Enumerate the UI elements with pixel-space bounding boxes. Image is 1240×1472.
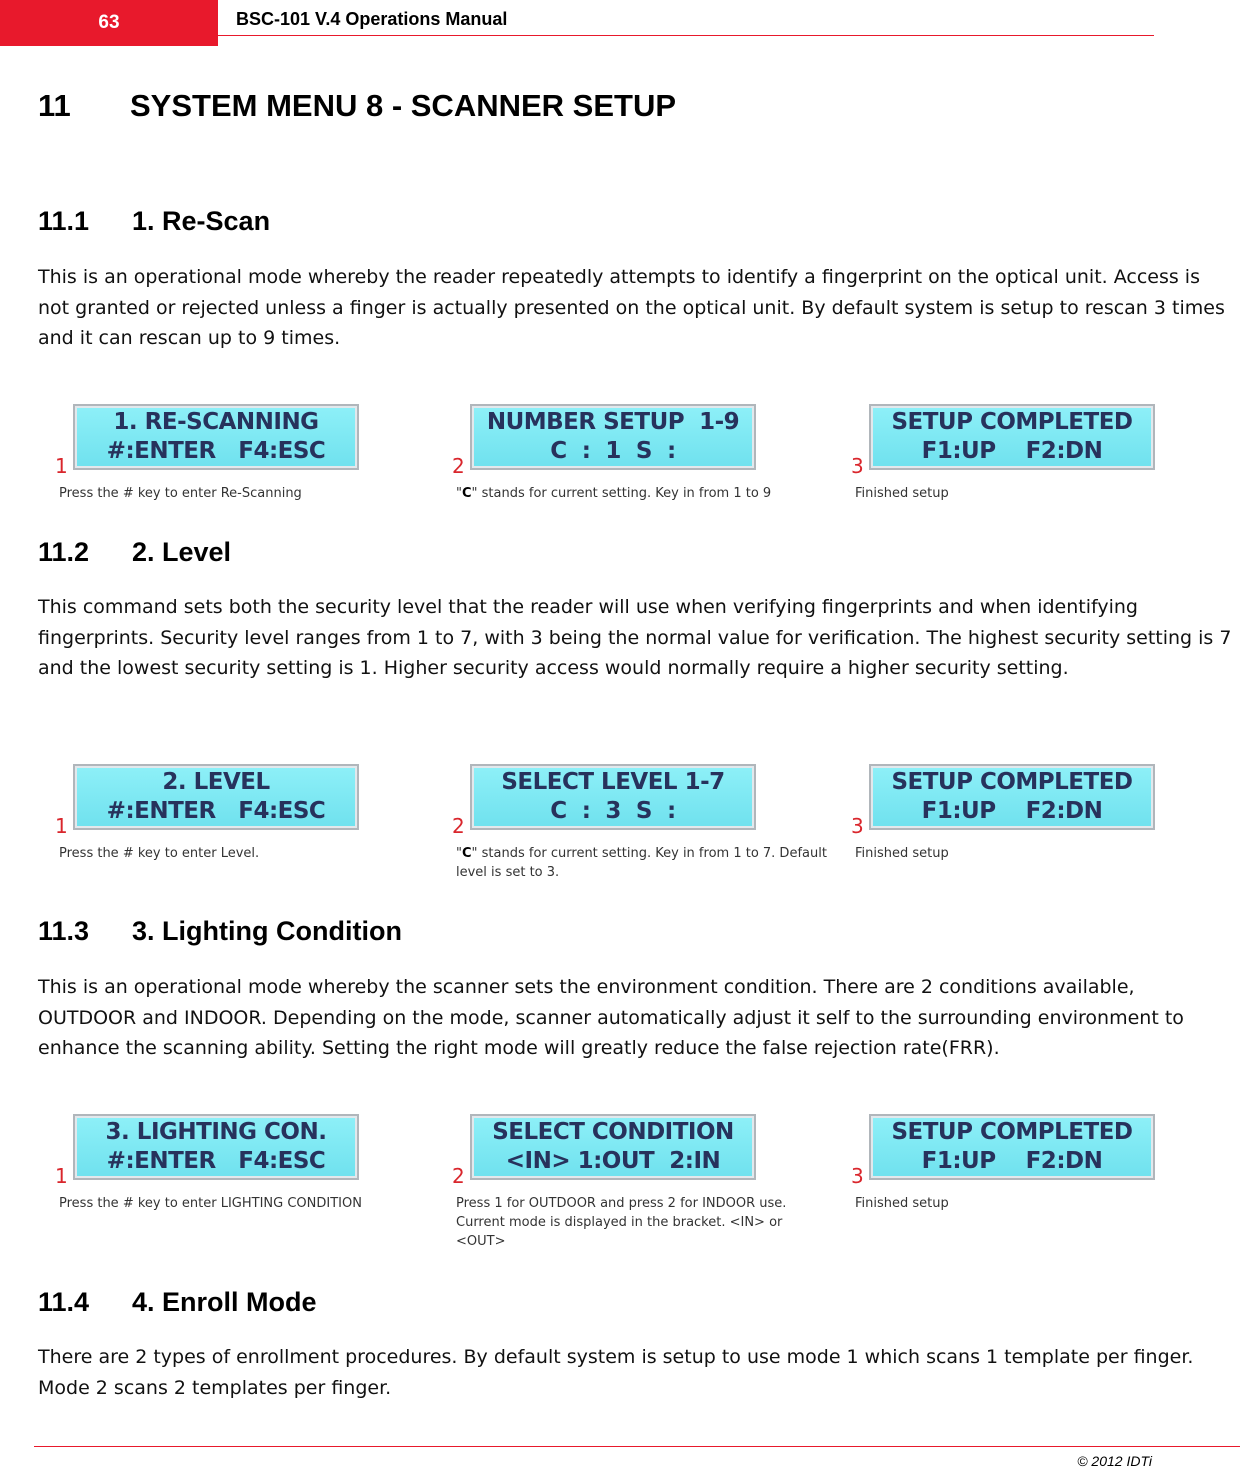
page-number-tab: [0, 0, 218, 46]
section-heading-rescan: [38, 206, 270, 237]
lcd-line-2: C : 1 S :: [550, 438, 676, 464]
step-number: 2: [452, 814, 465, 838]
lcd-screen: [869, 764, 1155, 830]
lcd-line-1: 2. LEVEL: [162, 769, 270, 795]
lcd-line-2: #:ENTER F4:ESC: [106, 798, 326, 824]
step-caption: Press the # key to enter Level.: [59, 846, 260, 861]
caption-text: " stands for current setting. Key in from 1 to 9: [471, 486, 772, 501]
section-number: 11.2: [38, 537, 90, 567]
lcd-screen: [869, 1114, 1155, 1180]
step-number: 3: [851, 454, 864, 478]
step-caption: Finished setup: [855, 846, 949, 861]
chapter-heading: [38, 88, 676, 124]
section-paragraph-enroll: There are 2 types of enrollment procedures. By default system is setup to use mode 1 which scans 1 template per finger. Mode 2 scans 2 templates per finger.: [38, 1346, 1194, 1399]
section-paragraph-rescan: This is an operational mode whereby the reader repeatedly attempts to identify a fingerprint on the optical unit. Access is not granted or rejected unless a finger is actually presented on the optical unit. By default system is setup to rescan 3 times and it can rescan up to 9 times.: [38, 266, 1225, 349]
lcd-line-2: F1:UP F2:DN: [921, 1148, 1103, 1174]
section-number: 11.1: [38, 206, 90, 236]
section-paragraph-lighting: This is an operational mode whereby the scanner sets the environment condition. There are 2 conditions available, OUTDOOR and INDOOR. Depending on the mode, scanner automatically adjust it self to the surrounding environment to enhance the scanning ability. Setting the right mode will greatly reduce the false rejection rate(FRR).: [38, 976, 1184, 1059]
step-number: 1: [55, 454, 68, 478]
steps-lighting: [0, 1114, 1240, 1274]
lcd-line-2: <IN> 1:OUT 2:IN: [505, 1148, 721, 1174]
footer-divider: [34, 1446, 1240, 1447]
lcd-screen: [470, 1114, 756, 1180]
section-heading-lighting: [38, 916, 402, 947]
lcd-line-2: F1:UP F2:DN: [921, 798, 1103, 824]
lcd-line-1: SELECT LEVEL 1-7: [501, 769, 725, 795]
steps-level: [0, 764, 1240, 924]
step-caption: Press the # key to enter LIGHTING CONDITION: [59, 1196, 362, 1211]
step-number: 3: [851, 814, 864, 838]
step-caption: [456, 844, 828, 882]
lcd-line-1: SELECT CONDITION: [492, 1119, 734, 1145]
caption-bold-c: C: [461, 846, 472, 861]
step-number: 1: [55, 814, 68, 838]
lcd-screen: [73, 1114, 359, 1180]
caption-bold-c: C: [461, 486, 472, 501]
caption-text: " stands for current setting. Key in from 1 to 7. Default level is set to 3.: [456, 846, 827, 880]
section-title: 4. Enroll Mode: [132, 1287, 317, 1317]
section-paragraph-level: This command sets both the security level that the reader will use when verifying fingerprints and when identifying fingerprints. Security level ranges from 1 to 7, with 3 being the normal value for verification. The highest security setting is 7 and the lowest security setting is 1. Higher security access would normally require a higher security setting.: [38, 596, 1232, 679]
lcd-line-2: C : 3 S :: [550, 798, 676, 824]
manual-title: BSC-101 V.4 Operations Manual: [236, 9, 508, 29]
lcd-line-2: F1:UP F2:DN: [921, 438, 1103, 464]
page-number: 63: [98, 12, 120, 33]
lcd-line-1: 1. RE-SCANNING: [113, 409, 319, 435]
lcd-line-1: 3. LIGHTING CON.: [105, 1119, 327, 1145]
section-number: 11.3: [38, 916, 90, 946]
section-title: 1. Re-Scan: [132, 206, 271, 236]
lcd-screen: [470, 764, 756, 830]
step-caption: Finished setup: [855, 486, 949, 501]
caption-quote: ": [456, 486, 462, 501]
step-caption: [456, 484, 828, 503]
caption-quote: ": [456, 846, 462, 861]
lcd-screen: [869, 404, 1155, 470]
lcd-line-1: NUMBER SETUP 1-9: [486, 409, 740, 435]
lcd-line-1: SETUP COMPLETED: [891, 769, 1133, 795]
section-title: 3. Lighting Condition: [132, 916, 402, 946]
step-number: 1: [55, 1164, 68, 1188]
step-number: 2: [452, 1164, 465, 1188]
chapter-title: SYSTEM MENU 8 - SCANNER SETUP: [130, 88, 677, 123]
lcd-screen: [470, 404, 756, 470]
copyright: © 2012 IDTi: [1077, 1453, 1152, 1469]
lcd-screen: [73, 764, 359, 830]
step-number: 3: [851, 1164, 864, 1188]
lcd-line-2: #:ENTER F4:ESC: [106, 438, 326, 464]
lcd-screen: [73, 404, 359, 470]
section-heading-enroll: [38, 1287, 317, 1318]
lcd-line-1: SETUP COMPLETED: [891, 409, 1133, 435]
section-title: 2. Level: [132, 537, 232, 567]
step-number: 2: [452, 454, 465, 478]
header-divider: [218, 35, 1154, 36]
chapter-number: 11: [38, 88, 71, 123]
section-number: 11.4: [38, 1287, 90, 1317]
step-caption: Press the # key to enter Re-Scanning: [59, 486, 302, 501]
section-heading-level: [38, 537, 231, 568]
lcd-line-2: #:ENTER F4:ESC: [106, 1148, 326, 1174]
step-caption: Finished setup: [855, 1196, 949, 1211]
lcd-line-1: SETUP COMPLETED: [891, 1119, 1133, 1145]
step-caption: Press 1 for OUTDOOR and press 2 for INDOOR use. Current mode is displayed in the bracket. <IN> or <OUT>: [456, 1196, 787, 1249]
